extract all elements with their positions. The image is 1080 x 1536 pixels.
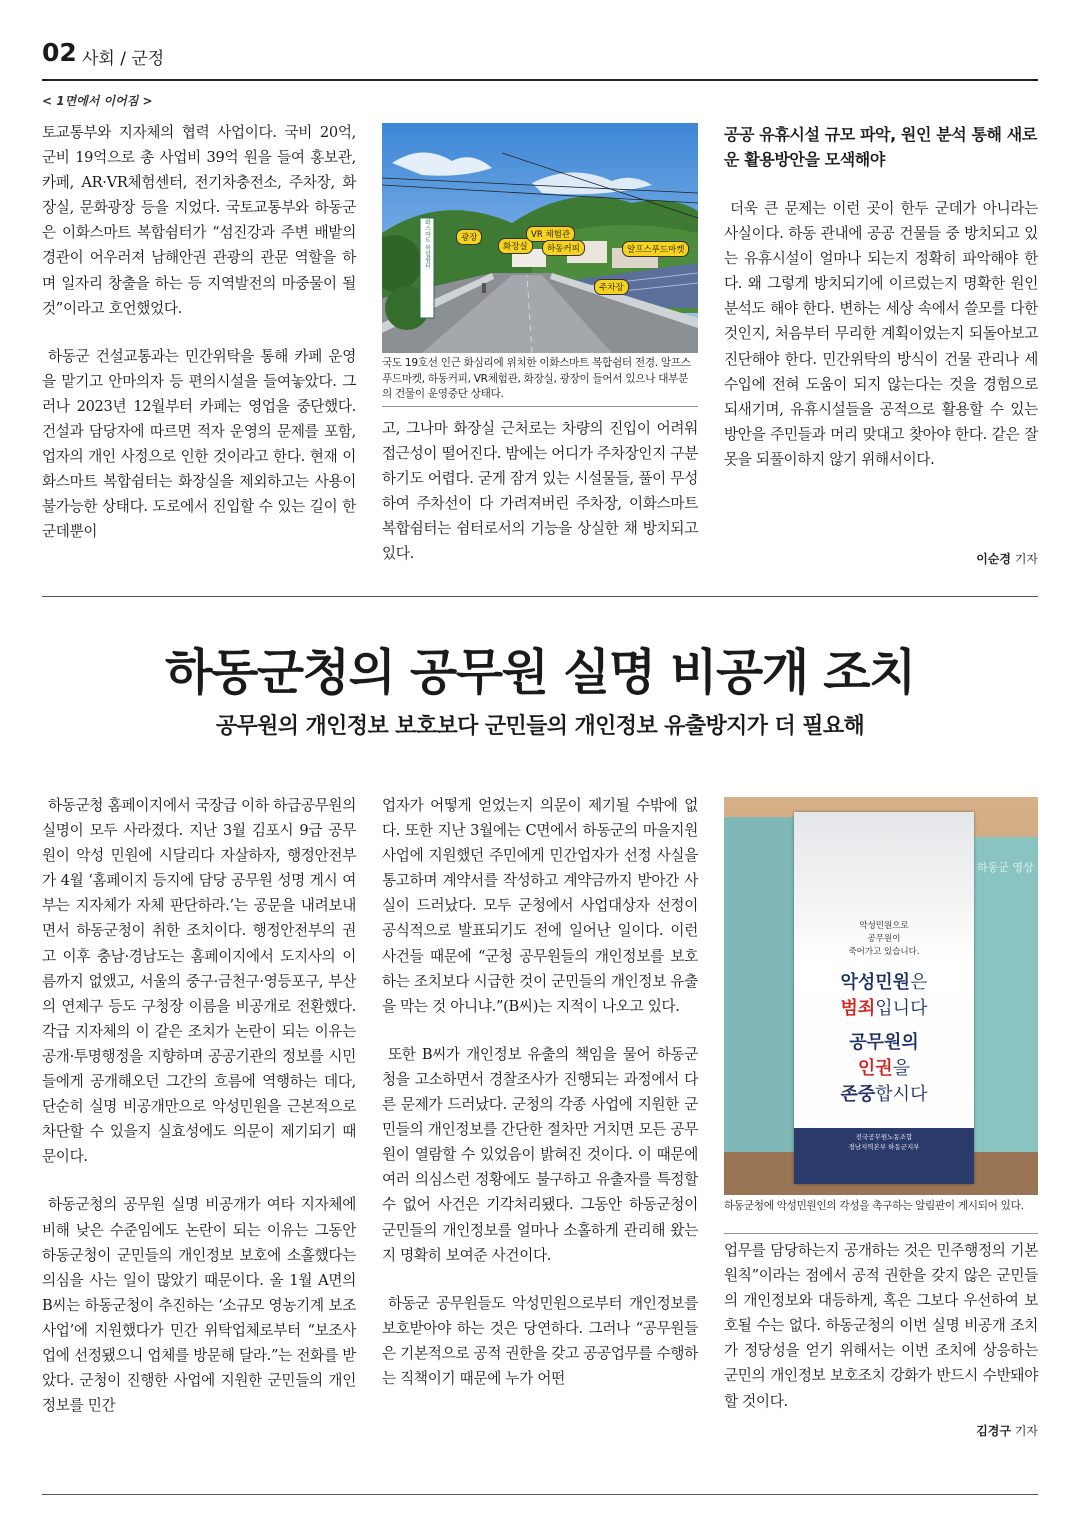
sign-text: 이화스마트 복합쉼터 [423, 213, 431, 269]
reporter-role: 기자 [1014, 1424, 1038, 1438]
banner-main: 입니다 [875, 998, 928, 1019]
article2-byline [724, 1422, 1038, 1439]
article1-column-1 [42, 120, 356, 545]
banner-footer: 경남지역본부 하동군지부 [848, 1143, 920, 1151]
banner-main: 합시다 [875, 1084, 928, 1105]
paragraph: 하동군청 홈페이지에서 국장급 이하 하급공무원의 실명이 모두 사라졌다. 지난 3월 김포시 9급 공무원이 악성 민원에 시달리다 자살하자, 행정안전부가 4월 ‘홈페이지 등지에 담당 공무원 성명 게시 여부는 지자체가 자체 판단하라.’는 공문을 내려보내면서 하동군청이 취한 조치이다. 행정안전부의 권고 이후 충남·경남도는 홈페이지에서 도지사의 이름까지 없앴고, 서울의 중구·금천구·영등포구, 부산의 연제구 등도 구청장 이름을 비공개로 전환했다. 각급 지자체의 이 같은 조치가 논란이 되는 이유는 공개·투명행정을 지향하며 공공기관의 정보를 시민들에게 공개해오던 그간의 흐름에 역행하는 데다, 단순히 실명 비공개만으로 악성민원을 근본적으로 차단할 수 있을지 실효성에도 의문이 제기되기 때문이다. [42, 797, 356, 1166]
article1-column-3 [724, 196, 1038, 472]
banner-main: 을 [892, 1058, 911, 1079]
banner-main: 존중 [840, 1084, 876, 1105]
photo-caption: 국도 19호선 인근 화심리에 위치한 이화스마트 복합쉼터 전경. 알프스 푸드마켓, 하동커피, VR체험관, 화장실, 광장이 들어서 있으나 대부분의 건물이 운영중단 상태다. [382, 357, 691, 400]
glass-panel-right [974, 837, 1038, 1157]
banner-main-red: 범죄 [840, 998, 876, 1019]
caption-divider [724, 1233, 1038, 1234]
banner-footer: 전국공무원노동조합 [855, 1133, 913, 1141]
banner-main: 은 [910, 972, 928, 993]
article1-byline [724, 550, 1038, 567]
banner-stand [794, 812, 974, 1184]
wall-sign: 하동군 영상 [977, 861, 1034, 874]
paragraph: 업자가 어떻게 얻었는지 의문이 제기될 수밖에 없다. 또한 지난 3월에는 C면에서 하동군의 마을지원 사업에 지원했던 주민에게 민간업자가 선정 사실을 통고하며 계약서를 작성하고 계약금까지 받아간 사실이 드러났다. 모두 군청에서 사업대상자 선정이 공식적으로 발표되기도 전에 일어난 일이다. 이런 사건들 때문에 “군청 공무원들의 개인정보를 보호하는 조치보다 시급한 것이 군민들의 개인정보 유출을 막는 것 아니냐.”(B씨)는 지적이 나오고 있다. [382, 797, 698, 1015]
paragraph: 업무를 담당하는지 공개하는 것은 민주행정의 기본 원칙”이라는 점에서 공적 권한을 갖지 않은 군민들의 개인정보와 대등하게, 혹은 그보다 우선하여 보호될 수는 없다. 하동군청의 이번 실명 비공개 조치가 정당성을 얻기 위해서는 이번 조치에 상응하는 군민의 개인정보 보호조치 강화가 반드시 수반돼야 할 것이다. [724, 1242, 1038, 1410]
reporter-name: 김경구 [976, 1424, 1011, 1438]
paragraph: 또한 B씨가 개인정보 유출의 책임을 물어 하동군청을 고소하면서 경찰조사가 진행되는 과정에서 다른 문제가 드러났다. 군청의 각종 사업에 지원한 군민들의 개인정보를 간단한 절차만 거치면 모든 공무원이 열람할 수 있었음이 밝혀진 것이다. 이 때문에 여러 의심스런 정황에도 불구하고 유출자를 특정할 수 없어 사건은 기각처리됐다. 그동안 하동군청이 군민들의 개인정보를 얼마나 소홀하게 관리해 왔는지 명확히 보여준 사건이다. [382, 1045, 698, 1264]
article-divider [42, 596, 1038, 597]
banner-photo [724, 797, 1038, 1195]
continued-label: < 1면에서 이어짐 > [42, 94, 153, 108]
page-number: 02 [42, 38, 77, 67]
banner-line: 죽어가고 있습니다. [848, 947, 920, 957]
paragraph: 하동군 공무원들도 악성민원으로부터 개인정보를 보호받아야 하는 것은 당연하다. 그러나 “공무원들은 기본적으로 공적 권한을 갖고 공공업무를 수행하는 직책이기 때문에 누가 어떤 [382, 1294, 698, 1387]
caption-divider [382, 406, 698, 407]
rest-area-photo [382, 123, 698, 353]
banner-main: 악성민원 [840, 972, 911, 993]
banner-line: 공무원이 [867, 934, 901, 944]
section-title: 사회 / 군정 [82, 49, 165, 69]
article2-column-2 [382, 793, 698, 1391]
photo-tag: 하동커피 [542, 240, 585, 256]
photo-tag: 알프스푸드마켓 [622, 241, 689, 257]
paragraph: 토교통부와 지자체의 협력 사업이다. 국비 20억, 군비 19억으로 총 사업비 39억 원을 들여 홍보관, 카페, AR·VR체험센터, 전기차충전소, 주차장, 화장실, 문화광장 등을 지었다. 국토교통부와 하동군은 이화스마트 복합쉼터가 “섬진강과 주변 배밭의 경관이 어우러져 남해안권 관광의 관문 역할을 하며 일자리 창출을 하는 등 지역발전의 마중물이 될 것”이라고 호언했었다. [42, 124, 356, 317]
photo-tag: 주차장 [594, 279, 629, 295]
paragraph: 하동군청의 공무원 실명 비공개가 여타 지자체에 비해 낮은 수준임에도 논란이 되는 이유는 그동안 하동군청이 군민들의 개인정보 보호에 소홀했다는 의심을 사는 일이 많았기 때문이다. 올 1월 A면의 B씨는 하동군청이 추진하는 ‘소규모 영농기계 보조사업’에 지원했다가 민간 위탁업체로부터 “보조사업에 선정됐으니 업체를 방문해 달라.”는 전화를 받았다. 군청이 진행한 사업에 지원한 군민들의 개인정보를 민간 [42, 1196, 356, 1415]
banner-main: 공무원의 [849, 1032, 919, 1053]
banner-main-red: 인권 [857, 1058, 893, 1079]
article1-subhead: 공공 유휴시설 규모 파악, 원인 분석 통해 새로운 활용방안을 모색해야 [724, 125, 1037, 169]
photo-tag: 화장실 [498, 238, 533, 254]
article2-deck: 공무원의 개인정보 보호보다 군민들의 개인정보 유출방지가 더 필요해 [215, 714, 865, 739]
article2-column-1 [42, 793, 356, 1418]
photo-tag: 광장 [456, 229, 482, 245]
glass-panel [724, 817, 804, 1157]
paragraph: 더욱 큰 문제는 이런 곳이 한두 군데가 아니라는 사실이다. 하동 관내에 공공 건물들 중 방치되고 있는 유휴시설이 얼마나 되는지 정확히 파악해야 한다. 왜 그렇게 방치되기에 이르렀는지 명확한 원인 분석도 해야 한다. 변하는 세상 속에서 쓸모를 다한 것인지, 처음부터 무리한 계획이었는지 되돌아보고 진단해야 한다. 민간위탁의 방식이 건물 관리나 세수입에 전혀 도움이 되지 않는다는 것을 경험으로 되새기며, 유휴시설들을 공적으로 활용할 수 있는 방안을 주민들과 머리 맞대고 찾아야 한다. 같은 잘못을 되풀이하지 않기 위해서이다. [724, 200, 1038, 468]
paragraph: 하동군 건설교통과는 민간위탁을 통해 카페 운영을 맡기고 안마의자 등 편의시설을 들여놓았다. 그러나 2023년 12월부터 카페는 영업을 중단했다. 건설과 담당자에 따르면 적자 운영의 문제를 포함, 업자의 개인 사정으로 인한 것이라고 한다. 현재 이화스마트 복합쉼터는 화장실을 제외하고는 사용이 불가능한 상태다. 도로에서 진입할 수 있는 길이 한 군데뿐이 [42, 347, 356, 541]
reporter-name: 이순경 [976, 552, 1011, 566]
article2-headline: 하동군청의 공무원 실명 비공개 조치 [165, 644, 915, 701]
photo-tag: VR 체험관 [526, 226, 575, 242]
reporter-role: 기자 [1014, 552, 1038, 566]
paragraph: 고, 그나마 화장실 근처로는 차량의 진입이 어려워 접근성이 떨어진다. 밤에는 어디가 주차장인지 구분하기도 어렵다. 굳게 잠겨 있는 시설물들, 풀이 무성하여 주차선이 다 가려져버린 주차장, 이화스마트 복합쉼터는 쉼터로서의 기능을 상실한 채 방치되고 있다. [382, 420, 698, 563]
article1-column-2 [382, 416, 698, 567]
header-rule [42, 79, 1038, 81]
article2-column-3 [724, 1238, 1038, 1414]
banner-line: 악성민원으로 [859, 921, 909, 931]
photo-caption: 하동군청에 악성민원인의 각성을 촉구하는 알림판이 게시되어 있다. [724, 1200, 1024, 1212]
footer-rule [42, 1494, 1038, 1495]
